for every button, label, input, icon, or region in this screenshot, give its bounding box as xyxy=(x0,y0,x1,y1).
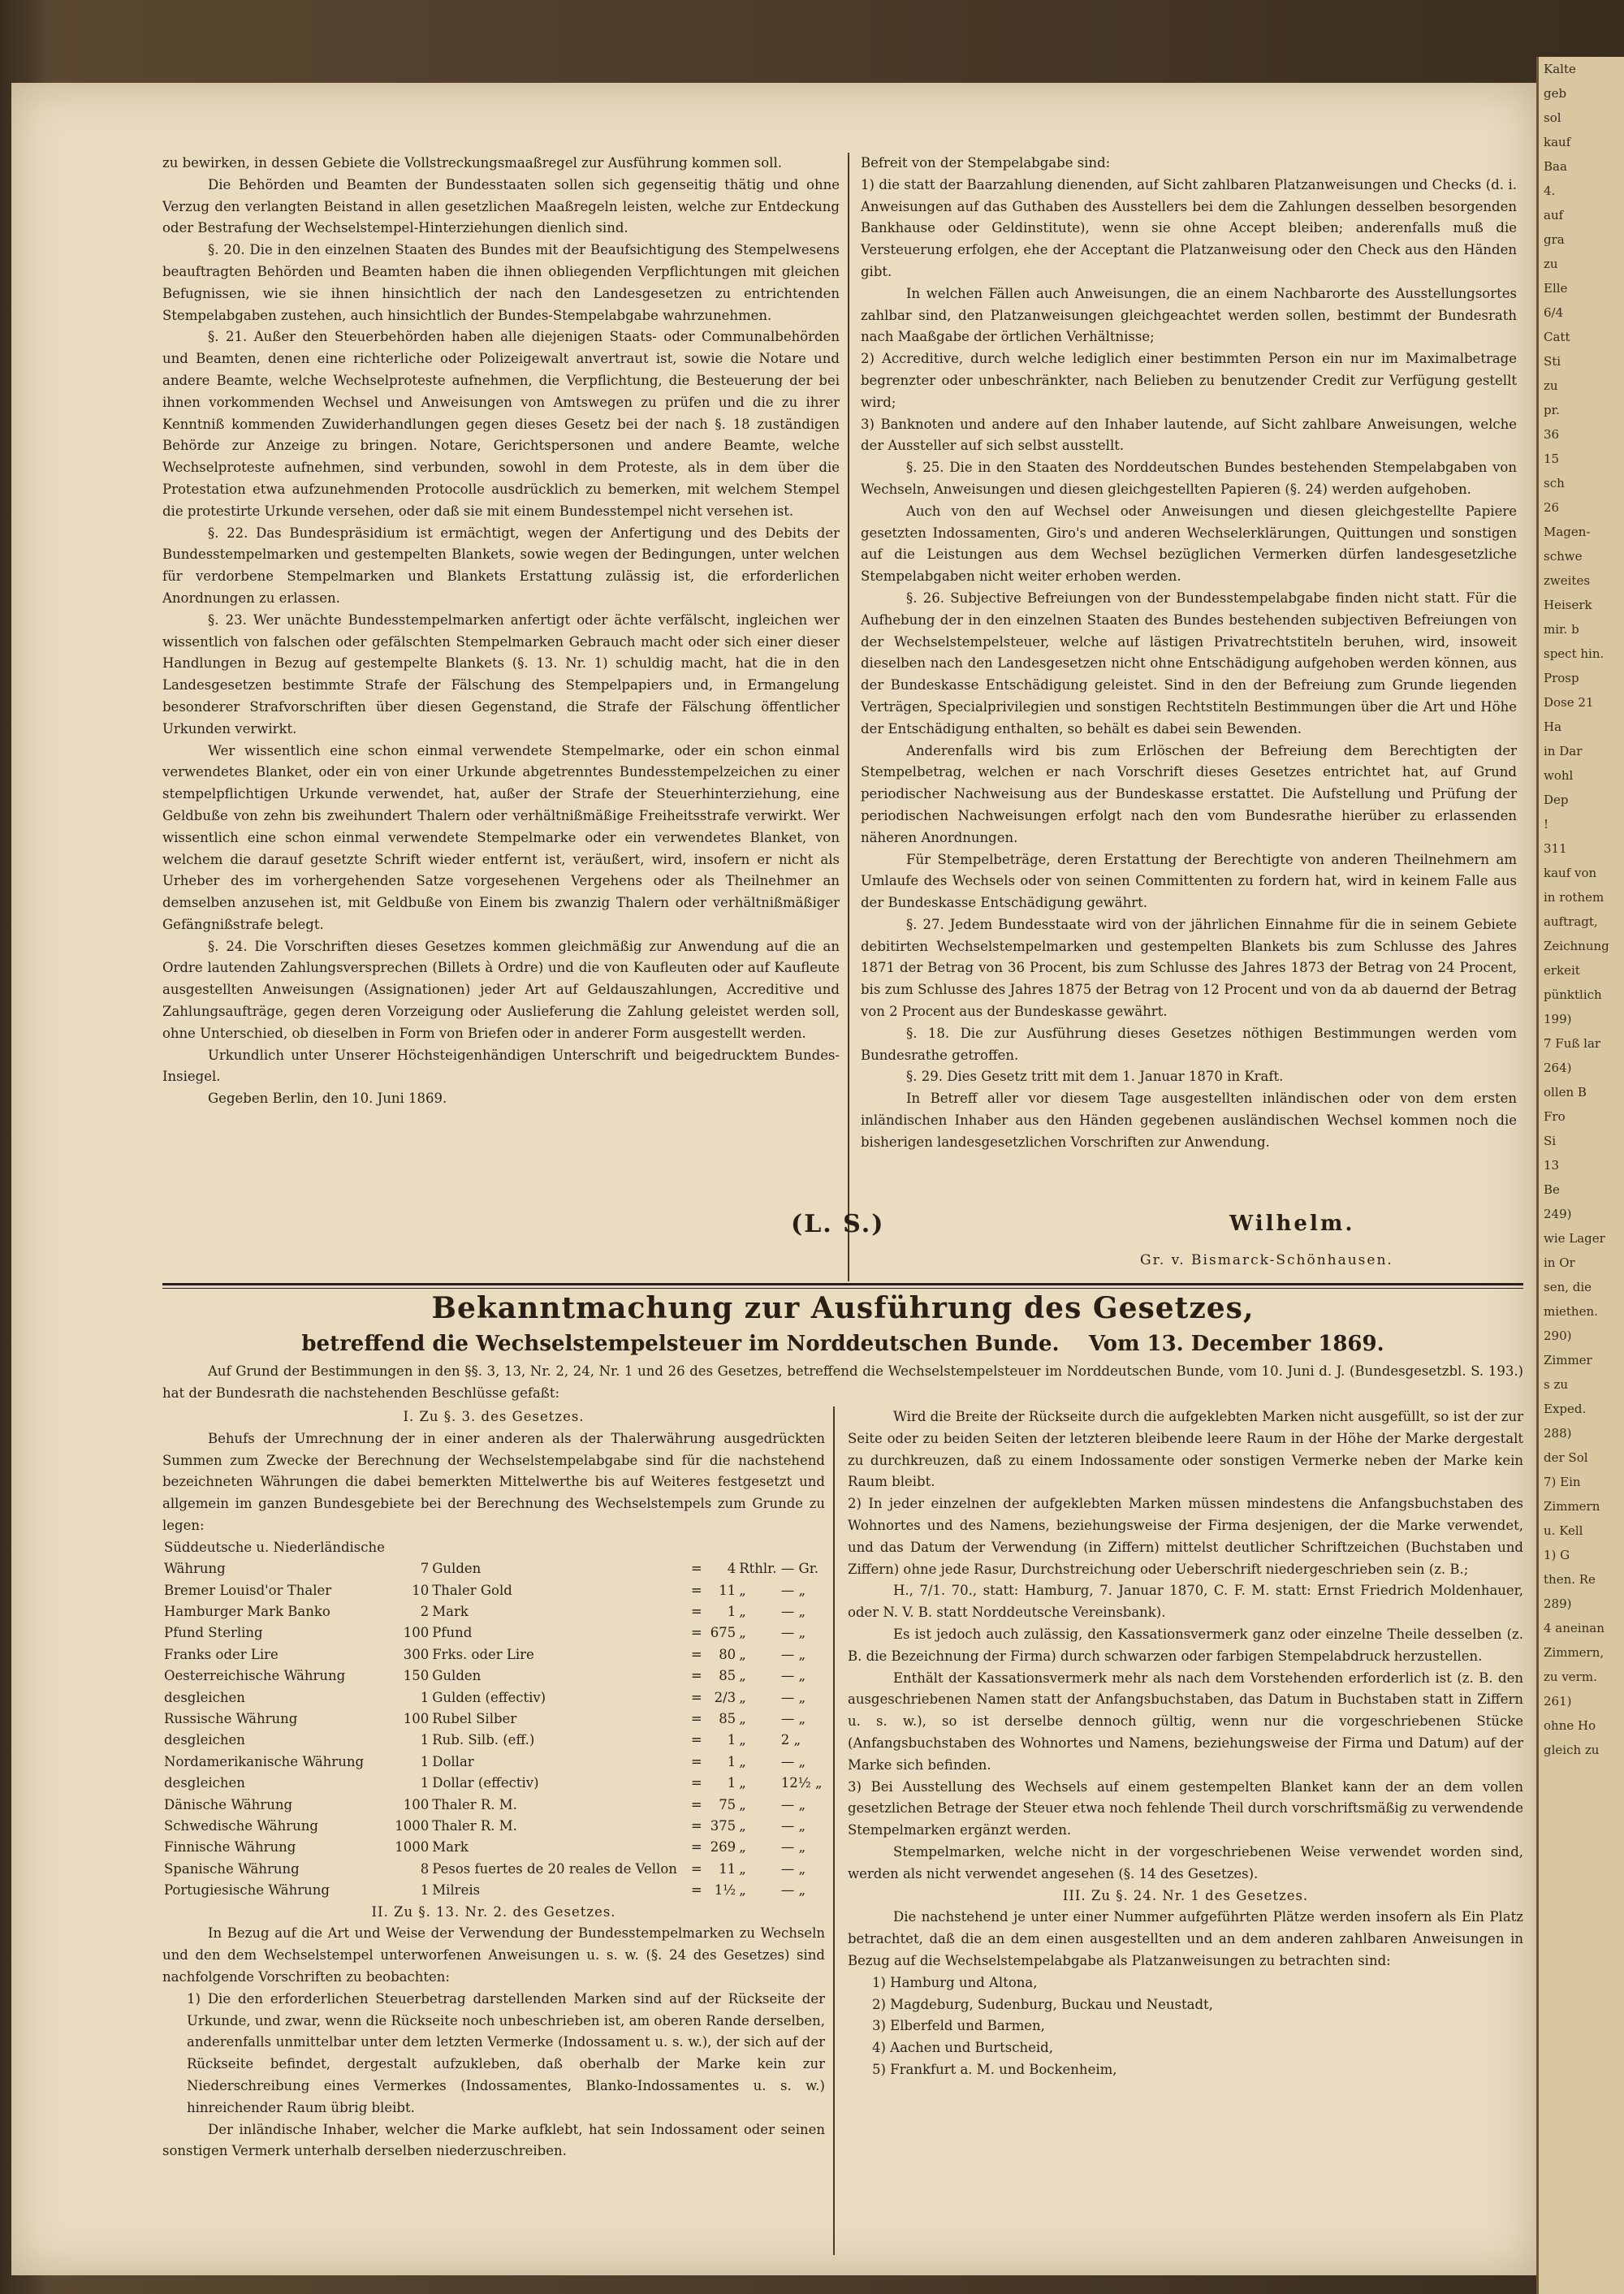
currency-quantity: 100 xyxy=(403,1796,430,1812)
thaler-value: 269 xyxy=(710,1839,736,1856)
currency-quantity: 1 xyxy=(420,1753,430,1769)
top-left-paragraph: zu bewirken, in dessen Gebiete die Vollstreckungsmaaßregel zur Ausführung kommen soll. xyxy=(162,155,782,171)
top-left-paragraph: §. 23. Wer unächte Bundesstempelmarken anfertigt oder ächte verfälscht, ingleichen wer wissentlich von falschen oder gefälschten Stempelmarken Gebrauch macht oder sich einer dieser Handlungen in Bezug auf gestempelte Blankets (§. 13. Nr. 1) schuldig macht, hat die in den Landesgesetzen bestimmte Strafe der Fälschung des Stempelpapiers und, in Ermangelung besonderer Strafvorschriften über diesen Gegenstand, die Strafe der Fälschung öffentlicher Urkunden verwirkt. xyxy=(162,611,840,737)
currency-row xyxy=(162,1558,825,1579)
margin-fragment: 4 aneinan xyxy=(1544,1621,1605,1635)
currency-name: Spanische Währung xyxy=(164,1860,300,1877)
margin-fragment: then. Re xyxy=(1544,1572,1596,1587)
announcement-date: Vom 13. December 1869. xyxy=(1088,1332,1384,1356)
currency-row xyxy=(162,1816,825,1837)
currency-unit: Mark xyxy=(432,1604,469,1619)
section-heading-2: II. Zu §. 13. Nr. 2. des Gesetzes. xyxy=(371,1903,616,1920)
top-right-paragraph: In welchen Fällen auch Anweisungen, die an einem Nachbarorte des Ausstellungsortes zahlbar sind, den Platzanweisungen gleichgeachtet werden sollen, bestimmt der Bundesrath nach Maaßgabe der örtlichen Verhältnisse; xyxy=(861,285,1517,345)
margin-fragment: s zu xyxy=(1544,1377,1569,1392)
currency-row xyxy=(162,1837,825,1858)
margin-fragment: wie Lager xyxy=(1544,1231,1605,1246)
currency-name: Bremer Louisd'or Thaler xyxy=(164,1582,332,1598)
margin-fragment: spect hin. xyxy=(1544,646,1605,661)
top-right-paragraph: Befreit von der Stempelabgabe sind: xyxy=(861,155,1111,171)
newspaper-page xyxy=(11,83,1536,2275)
margin-fragment: gra xyxy=(1544,232,1565,247)
rule-item-1b: Der inländische Inhaber, welcher die Marke aufklebt, hat sein Indossament oder seinen sonstigen Vermerk unterhalb derselben niederzuschreiben. xyxy=(162,2121,825,2159)
announcement-title: Bekanntmachung zur Ausführung des Gesetzes, xyxy=(431,1291,1255,1325)
margin-fragment: sol xyxy=(1544,110,1561,125)
margin-fragment: ollen B xyxy=(1544,1085,1587,1099)
thaler-unit: „ xyxy=(739,1732,746,1748)
margin-fragment: 289) xyxy=(1544,1596,1572,1611)
thaler-value: 80 xyxy=(719,1646,736,1662)
section-heading-3: III. Zu §. 24. Nr. 1 des Gesetzes. xyxy=(1062,1887,1309,1903)
countersignature: Gr. v. Bismarck-Schönhausen. xyxy=(1140,1252,1393,1268)
currency-quantity xyxy=(392,1537,430,1558)
equals-sign: = xyxy=(690,1818,702,1834)
margin-fragment: 264) xyxy=(1544,1061,1572,1075)
margin-fragment: Exped. xyxy=(1544,1402,1587,1416)
thaler-unit: „ xyxy=(739,1796,746,1812)
paragraph-cassation: Enthält der Kassationsvermerk mehr als nach dem Vorstehenden erforderlich ist (z. B. den ausgeschriebenen Namen statt der Anfangsbuchstaben, das Datum in Buchstaben statt in Ziffern u. s. w.), so ist derselbe dennoch gültig, wenn nur die vorgeschriebenen Stücke (Anfangsbuchstaben des Wohnortes und Namens, beziehungsweise der Firma und Datum) auf der Marke sich befinden. xyxy=(848,1670,1523,1773)
thaler-value: 1 xyxy=(727,1732,736,1748)
thaler-unit: Rthlr. xyxy=(739,1561,777,1577)
margin-fragment: in rothem xyxy=(1544,890,1605,905)
top-right-column xyxy=(861,153,1517,1154)
top-right-paragraph: §. 25. Die in den Staaten des Norddeutschen Bundes bestehenden Stempelabgaben von Wechseln, Anweisungen und diesen gleichgestellten Papieren (§. 24) werden aufgehoben. xyxy=(861,460,1517,497)
currency-quantity: 2 xyxy=(420,1604,430,1619)
groschen-value: — „ xyxy=(780,1625,806,1641)
announcement-subtitle xyxy=(162,1332,1523,1356)
equals-sign: = xyxy=(690,1732,702,1748)
currency-quantity: 300 xyxy=(403,1646,430,1662)
thaler-value: 2/3 xyxy=(714,1689,736,1705)
currency-unit: Dollar (effectiv) xyxy=(432,1775,539,1791)
thaler-unit: „ xyxy=(739,1689,746,1705)
currency-row xyxy=(162,1730,825,1751)
paragraph-invalid: Stempelmarken, welche nicht in der vorgeschriebenen Weise verwendet worden sind, werden als nicht verwendet angesehen (§. 14 des Gesetzes). xyxy=(848,1843,1523,1881)
margin-fragment: Prosp xyxy=(1544,671,1579,685)
currency-quantity: 1 xyxy=(420,1882,430,1899)
margin-fragment: 6/4 xyxy=(1544,305,1564,320)
thaler-unit: „ xyxy=(739,1860,746,1877)
top-right-paragraph: Anderenfalls wird bis zum Erlöschen der Befreiung dem Berechtigten der Stempelbetrag, welchen er nach Vorschrift dieses Gesetzes entrichtet hat, auf Grund periodischer Nachweisung aus der Bundeskasse erstattet. Die Aufstellung und Prüfung der periodischen Nachweisungen erfolgt nach den vom Bundesrathe hierüber zu erlassenden näheren Anordnungen. xyxy=(861,742,1517,845)
thaler-unit: „ xyxy=(739,1711,746,1727)
margin-fragment: in Dar xyxy=(1544,744,1583,758)
top-right-paragraph: §. 18. Die zur Ausführung dieses Gesetzes nöthigen Bestimmungen werden vom Bundesrathe getroffen. xyxy=(861,1025,1517,1063)
margin-fragment: 311 xyxy=(1544,841,1567,856)
currency-name: Dänische Währung xyxy=(164,1796,293,1812)
margin-fragment: kauf xyxy=(1544,135,1571,149)
currency-name: Süddeutsche u. Niederländische xyxy=(164,1539,385,1555)
margin-fragment: geb xyxy=(1544,86,1567,101)
currency-name: desgleichen xyxy=(164,1689,245,1705)
thaler-unit xyxy=(737,1537,780,1558)
equals-sign: = xyxy=(690,1753,702,1769)
margin-fragment: erkeit xyxy=(1544,963,1580,978)
margin-fragment: 36 xyxy=(1544,427,1560,442)
top-left-paragraph: §. 22. Das Bundespräsidium ist ermächtigt, wegen der Anfertigung und des Debits der Bundesstempelmarken und gestempelten Blankets, sowie wegen der Bedingungen, unter welchen für verdorbene Stempelmarken und Blankets Erstattung zulässig ist, die erforderlichen Anordnungen zu erlassen. xyxy=(162,525,840,606)
top-right-paragraph: In Betreff aller vor diesem Tage ausgestellten inländischen oder von dem ersten inländischen Inhaber aus den Händen gegebenen ausländischen Wechsel kommen noch die bisherigen landesgesetzlichen Vorschriften zur Anwendung. xyxy=(861,1091,1517,1150)
currency-quantity: 100 xyxy=(403,1711,430,1727)
thaler-value: 1 xyxy=(727,1775,736,1791)
currency-name: Hamburger Mark Banko xyxy=(164,1604,330,1619)
margin-fragment: Si xyxy=(1544,1134,1557,1148)
top-left-paragraph: Die Behörden und Beamten der Bundesstaaten sollen sich gegenseitig thätig und ohne Verzug den verlangten Beistand in allen gesetzlichen Maaßregeln leisten, welche zur Entdeckung oder Bestrafung der Wechselstempel-Hinterziehungen dienlich sind. xyxy=(162,176,840,236)
margin-fragment: gleich zu xyxy=(1544,1743,1600,1757)
column-divider-top xyxy=(848,153,849,1281)
margin-fragment: 26 xyxy=(1544,500,1560,515)
equals-sign: = xyxy=(690,1711,702,1727)
currency-row xyxy=(162,1537,825,1558)
top-left-paragraph: §. 24. Die Vorschriften dieses Gesetzes kommen gleichmäßig zur Anwendung auf die an Ordre lautenden Zahlungsversprechen (Billets à Ordre) und die von Kaufleuten oder auf Kaufleute ausgestellten Anweisungen (Assignationen) jeder Art auf Geldauszahlungen, Accreditive und Zahlungsaufträge, gegen deren Vorzeigung oder Auslieferung die Zahlung geleistet werden soll, ohne Unterschied, ob dieselben in Form von Briefen oder in anderer Form ausgestellt werden. xyxy=(162,938,840,1041)
top-left-paragraph: §. 21. Außer den Steuerbehörden haben alle diejenigen Staats- oder Communalbehörden und Beamten, denen eine richterliche oder Polizeigewalt anvertraut ist, sowie die Notare und andere Beamte, welche Wechselproteste aufnehmen, die Verpflichtung, die Besteuerung der bei ihnen vorkommenden Wechsel und Anweisungen von Amtswegen zu prüfen und die zu ihrer Kenntniß kommenden Zuwiderhandlungen gegen dieses Gesetz bei der nach §. 18 zuständigen Behörde zur Anzeige zu bringen. Notare, Gerichtspersonen und andere Beamte, welche Wechselproteste aufnehmen, sind verbunden, sowohl in dem Proteste, als in dem über die Protestation etwa aufzunehmenden Protocolle ausdrücklich zu bemerken, mit welchem Stempel die protestirte Urkunde versehen, oder daß sie mit einem Bundesstempel nicht versehen ist. xyxy=(162,329,840,519)
equals-sign: = xyxy=(690,1689,702,1705)
margin-fragment: mir. b xyxy=(1544,622,1579,637)
margin-fragment: schwe xyxy=(1544,549,1583,564)
section-heading-1: I. Zu §. 3. des Gesetzes. xyxy=(403,1409,585,1424)
currency-quantity: 1 xyxy=(420,1732,430,1748)
currency-quantity: 1000 xyxy=(395,1839,430,1856)
section-3-text: Die nachstehend je unter einer Nummer aufgeführten Plätze werden insofern als Ein Platz betrachtet, daß die an dem einen ausgestellten und an dem anderen zahlbaren Anweisungen in Bezug auf die Wechselstempelabgabe als Platzanweisungen zu betrachten sind: xyxy=(848,1909,1523,1968)
thaler-value: 675 xyxy=(710,1625,736,1641)
groschen-value: — „ xyxy=(780,1668,806,1684)
margin-fragment: Zeichnung xyxy=(1544,939,1609,953)
top-left-column xyxy=(162,153,840,1110)
place-item: 4) Aachen und Burtscheid, xyxy=(872,2040,1053,2056)
margin-fragment: Dep xyxy=(1544,793,1569,807)
currency-row xyxy=(162,1795,825,1816)
thaler-unit: „ xyxy=(739,1604,746,1619)
currency-unit: Milreis xyxy=(432,1882,481,1899)
currency-row xyxy=(162,1601,825,1622)
equals-sign: = xyxy=(690,1582,702,1598)
equals-sign: = xyxy=(690,1561,702,1577)
announcement-intro xyxy=(162,1361,1523,1405)
rule-item-2: 2) In jeder einzelnen der aufgeklebten Marken müssen mindestens die Anfangsbuchstaben des Wohnortes und des Namens, beziehungsweise der Firma desjenigen, der die Marke verwendet, und das Datum der Verwendung (in Ziffern) mittelst deutlicher Schriftzeichen (Buchstaben und Ziffern) ohne jede Rasur, Durchstreichung oder Ueberschrift niedergeschrieben sein (z. B.; xyxy=(848,1496,1523,1577)
place-item: 1) Hamburg und Altona, xyxy=(872,1974,1038,1990)
thaler-value: 375 xyxy=(710,1818,736,1834)
groschen-value: 12½ „ xyxy=(780,1775,823,1791)
thaler-unit: „ xyxy=(739,1882,746,1899)
currency-row xyxy=(162,1622,825,1644)
margin-fragment: miethen. xyxy=(1544,1304,1598,1319)
currency-unit: Gulden xyxy=(432,1668,482,1684)
currency-quantity: 10 xyxy=(412,1582,430,1598)
signature-wilhelm: Wilhelm. xyxy=(1229,1212,1355,1236)
thaler-unit: „ xyxy=(739,1668,746,1684)
currency-quantity: 1000 xyxy=(395,1818,430,1834)
top-left-paragraph: Urkundlich unter Unserer Höchsteigenhändigen Unterschrift und beigedrucktem Bundes-Insiegel. xyxy=(162,1047,840,1085)
margin-fragment: Magen- xyxy=(1544,525,1591,539)
currency-name: Oesterreichische Währung xyxy=(164,1668,346,1684)
margin-fragment: pünktlich xyxy=(1544,987,1602,1002)
thaler-value: 1½ xyxy=(714,1882,736,1899)
currency-name: desgleichen xyxy=(164,1775,245,1791)
top-left-paragraph: Wer wissentlich eine schon einmal verwendete Stempelmarke, oder ein schon einmal verwendetes Blanket, oder ein von einer Urkunde abgetrenntes Bundesstempelzeichen zu einer stempelpflichtigen Urkunde verwendet, hat, außer der Strafe der Steuerhinterziehung, eine Geldbuße von zehn bis zweihundert Thalern oder verhältnißmäßige Freiheitsstrafe verwirkt. Wer wissentlich eine schon einmal verwendete Stempelmarke oder ein verwendetes Blanket, von welchem die darauf gesetzte Schrift wieder entfernt ist, veräußert, wird, insofern er nicht als Urheber des im vorhergehenden Satze vorgesehenen Vergehens oder als Theilnehmer an demselben anzusehen ist, mit Geldbuße von Einem bis zwanzig Thalern oder verhältnißmäßiger Gefängnißstrafe belegt. xyxy=(162,742,840,932)
equals-sign: = xyxy=(690,1775,702,1791)
margin-fragment: Ha xyxy=(1544,719,1562,734)
currency-name: desgleichen xyxy=(164,1732,245,1748)
margin-fragment: 13 xyxy=(1544,1158,1560,1173)
currency-name: Franks oder Lire xyxy=(164,1646,279,1662)
margin-fragment: auftragt, xyxy=(1544,914,1598,929)
thaler-unit: „ xyxy=(739,1775,746,1791)
margin-fragment: ! xyxy=(1544,817,1549,832)
equals-sign: = xyxy=(690,1860,702,1877)
currency-row xyxy=(162,1773,825,1794)
margin-fragment: 249) xyxy=(1544,1207,1572,1221)
example-text: H., 7/1. 70., statt: Hamburg, 7. Januar 1870, C. F. M. statt: Ernst Friedrich Moldenhauer, oder N. V. B. statt Norddeutsche Vereinsbank). xyxy=(848,1583,1523,1621)
margin-fragment: Be xyxy=(1544,1182,1560,1197)
groschen-value: — „ xyxy=(780,1582,806,1598)
thaler-value: 11 xyxy=(719,1582,736,1598)
equals-sign xyxy=(685,1537,708,1558)
thaler-value: 1 xyxy=(727,1753,736,1769)
thaler-unit: „ xyxy=(739,1582,746,1598)
column-divider-bottom xyxy=(833,1406,835,2255)
section-2-text: In Bezug auf die Art und Weise der Verwendung der Bundesstempelmarken zu Wechseln und den dem Wechselstempel unterworfenen Anweisungen u. s. w. (§. 24 des Gesetzes) sind nachfolgende Vorschriften zu beobachten: xyxy=(162,1925,825,1985)
currency-quantity: 150 xyxy=(403,1668,430,1684)
margin-fragment: der Sol xyxy=(1544,1450,1588,1465)
currency-name: Währung xyxy=(164,1561,226,1577)
currency-row xyxy=(162,1752,825,1773)
equals-sign: = xyxy=(690,1604,702,1619)
margin-fragment: sen, die xyxy=(1544,1280,1592,1294)
margin-fragment: 15 xyxy=(1544,451,1560,466)
thaler-value: 11 xyxy=(719,1860,736,1877)
margin-fragment: Sti xyxy=(1544,354,1561,369)
paragraph-stamp: Es ist jedoch auch zulässig, den Kassationsvermerk ganz oder einzelne Theile desselben (z. B. die Bezeichnung der Firma) durch schwarzen oder farbigen Stempelabdruck herzustellen. xyxy=(848,1626,1523,1664)
margin-fragment: 261) xyxy=(1544,1694,1572,1709)
margin-fragment: Kalte xyxy=(1544,62,1576,76)
currency-quantity: 8 xyxy=(420,1860,430,1877)
margin-fragment: Catt xyxy=(1544,330,1570,344)
currency-unit: Thaler Gold xyxy=(432,1582,512,1598)
groschen-value: — „ xyxy=(780,1818,806,1834)
equals-sign: = xyxy=(690,1882,702,1899)
top-right-paragraph: 1) die statt der Baarzahlung dienenden, auf Sicht zahlbaren Platzanweisungen und Checks (d. i. Anweisungen auf das Guthaben des Ausstellers bei dem die Zahlungen desselben besorgenden Bankhause oder Geldinstitute), wenn sie ohne Accept bleiben; anderenfalls muß die Versteuerung erfolgen, ehe der Acceptant die Platzanweisung oder den Check aus den Händen gibt. xyxy=(861,176,1517,279)
equals-sign: = xyxy=(690,1625,702,1641)
margin-fragment: sch xyxy=(1544,476,1565,490)
margin-fragment: zu xyxy=(1544,257,1558,271)
rule-item-1: 1) Die den erforderlichen Steuerbetrag darstellenden Marken sind auf der Rückseite der Urkunde, und zwar, wenn die Rückseite noch unbeschrieben ist, am oberen Rande derselben, anderenfalls unmittelbar unter dem letzten Vermerke (Indossament u. s. w.), der sich auf der Rückseite befindet, dergestalt aufzukleben, daß oberhalb der Marke kein zur Niederschreibung eines Vermerkes (Indossamentes, Blanko-Indossamentes u. s. w.) hinreichender Raum übrig bleibt. xyxy=(187,1990,825,2115)
top-right-paragraph: §. 29. Dies Gesetz tritt mit dem 1. Januar 1870 in Kraft. xyxy=(906,1069,1284,1085)
currency-row xyxy=(162,1644,825,1665)
groschen-value: — „ xyxy=(780,1882,806,1899)
intro-text: Auf Grund der Bestimmungen in den §§. 3, 13, Nr. 2, 24, Nr. 1 und 26 des Gesetzes, betreffend die Wechselstempelsteuer im Norddeutschen Bunde, vom 10. Juni d. J. (Bundesgesetzbl. S. 193.) hat der Bundesrath die nachstehenden Beschlüsse gefaßt: xyxy=(162,1363,1523,1401)
margin-fragment: zu verm. xyxy=(1544,1670,1597,1684)
currency-unit: Gulden xyxy=(432,1561,482,1577)
seal-mark: (L. S.) xyxy=(791,1210,885,1238)
top-left-paragraph: Gegeben Berlin, den 10. Juni 1869. xyxy=(208,1091,447,1107)
thaler-value: 1 xyxy=(727,1604,736,1619)
section-1-text: Behufs der Umrechnung der in einer anderen als der Thalerwährung ausgedrückten Summen zum Zwecke der Berechnung der Wechselstempelabgabe sind für die nachstehend bezeichneten Währungen die dabei bemerkten Mittelwerthe bis auf Weiteres festgesetzt und allgemein im ganzen Bundesgebiete bei der Berechnung des Wechselstempels zum Grunde zu legen: xyxy=(162,1430,825,1533)
currency-table xyxy=(162,1537,825,1902)
margin-fragment: 1) G xyxy=(1544,1548,1570,1562)
top-right-paragraph: Für Stempelbeträge, deren Erstattung der Berechtigte von anderen Theilnehmern am Umlaufe des Wechsels oder von seinen Committenten zu fordern hat, wird in keinem Falle aus der Bundeskasse Entschädigung gewährt. xyxy=(861,851,1517,911)
currency-name: Finnische Währung xyxy=(164,1839,296,1856)
currency-unit: Thaler R. M. xyxy=(432,1818,517,1834)
thaler-unit: „ xyxy=(739,1818,746,1834)
top-left-paragraph: §. 20. Die in den einzelnen Staaten des Bundes mit der Beaufsichtigung des Stempelwesens beauftragten Behörden und Beamten haben die ihnen obliegenden Verpflichtungen mit gleichen Befugnissen, wie sie ihnen hinsichtlich der nach den Landesgesetzen zu entrichtenden Stempelabgaben zustehen, auch hinsichtlich der Bundes-Stempelabgabe wahrzunehmen. xyxy=(162,242,840,323)
top-right-paragraph: §. 26. Subjective Befreiungen von der Bundesstempelabgabe finden nicht statt. Für die Aufhebung der in den einzelnen Staaten des Bundes bestehenden subjectiven Befreiungen von der Wechselstempelsteuer, welche auf lästigen Privatrechtstiteln beruhen, wird, insoweit dieselben nach den Landesgesetzen nicht ohne Entschädigung aufgehoben werden können, aus der Bundeskasse Entschädigung geleistet. Sind in den der Befreiung zum Grunde liegenden Verträgen, Specialprivilegien und sonstigen Rechtstiteln Bestimmungen über die Art und Höhe der Entschädigung enthalten, so behält es dabei sein Bewenden. xyxy=(861,590,1517,737)
currency-unit: Mark xyxy=(432,1839,469,1856)
currency-unit: Gulden (effectiv) xyxy=(432,1689,546,1705)
margin-fragment: 7) Ein xyxy=(1544,1475,1581,1489)
currency-unit xyxy=(430,1537,685,1558)
margin-fragment: Elle xyxy=(1544,281,1568,296)
rule-item-3: 3) Bei Ausstellung des Wechsels auf einem gestempelten Blanket kann der an dem vollen gesetzlichen Betrage der Steuer etwa noch fehlende Theil durch vorschriftsmäßig zu verwendende Stempelmarken ergänzt werden. xyxy=(848,1778,1523,1838)
thaler-unit: „ xyxy=(739,1625,746,1641)
margin-fragment: u. Kell xyxy=(1544,1523,1583,1538)
place-item: 5) Frankfurt a. M. und Bockenheim, xyxy=(872,2061,1117,2077)
margin-fragment: 288) xyxy=(1544,1426,1572,1441)
currency-row xyxy=(162,1580,825,1601)
currency-row xyxy=(162,1880,825,1901)
groschen-value: — „ xyxy=(780,1604,806,1619)
currency-row xyxy=(162,1665,825,1687)
thaler-unit: „ xyxy=(739,1646,746,1662)
currency-unit: Thaler R. M. xyxy=(432,1796,517,1812)
currency-unit: Pfund xyxy=(432,1625,473,1641)
currency-unit: Pesos fuertes de 20 reales de Vellon xyxy=(432,1860,677,1877)
margin-fragment: Zimmer xyxy=(1544,1353,1592,1367)
currency-row xyxy=(162,1859,825,1880)
place-item: 3) Elberfeld und Barmen, xyxy=(872,2018,1045,2034)
currency-name: Pfund Sterling xyxy=(164,1625,263,1641)
margin-fragment: Dose 21 xyxy=(1544,695,1594,710)
equals-sign: = xyxy=(690,1839,702,1856)
groschen-value: 2 „ xyxy=(780,1732,801,1748)
currency-name: Nordamerikanische Währung xyxy=(164,1753,365,1769)
currency-quantity: 100 xyxy=(403,1625,430,1641)
place-item: 2) Magdeburg, Sudenburg, Buckau und Neustadt, xyxy=(872,1996,1213,2012)
currency-row xyxy=(162,1709,825,1730)
groschen-value: — Gr. xyxy=(780,1561,819,1577)
currency-quantity: 7 xyxy=(420,1561,430,1577)
thaler-value xyxy=(708,1537,737,1558)
groschen-value: — „ xyxy=(780,1689,806,1705)
margin-fragment: 4. xyxy=(1544,184,1556,198)
groschen-value: — „ xyxy=(780,1796,806,1812)
equals-sign: = xyxy=(690,1796,702,1812)
thaler-value: 85 xyxy=(719,1668,736,1684)
top-right-paragraph: 2) Accreditive, durch welche lediglich einer bestimmten Person ein nur im Maximalbetrage begrenzter oder unbeschränkter, nach Belieben zu benutzender Credit zur Verfügung gestellt wird; xyxy=(861,351,1517,410)
groschen-value: — „ xyxy=(780,1753,806,1769)
margin-fragment: auf xyxy=(1544,208,1564,222)
margin-fragment: Zimmern, xyxy=(1544,1645,1605,1660)
currency-row xyxy=(162,1687,825,1709)
paragraph-marks-width: Wird die Breite der Rückseite durch die aufgeklebten Marken nicht ausgefüllt, so ist der zur Seite oder zu beiden Seiten der letzteren bleibende leere Raum in der Höhe der Marke dergestalt zu durchkreuzen, daß zu einem Indossamente oder sonstigen Vermerke neben der Marke kein Raum bleibt. xyxy=(848,1409,1523,1490)
thaler-value: 75 xyxy=(719,1796,736,1812)
top-right-paragraph: 3) Banknoten und andere auf den Inhaber lautende, auf Sicht zahlbare Anweisungen, welche der Aussteller auf sich selbst ausstellt. xyxy=(861,416,1517,454)
groschen-value: — „ xyxy=(780,1711,806,1727)
margin-fragment: ohne Ho xyxy=(1544,1718,1596,1733)
currency-unit: Dollar xyxy=(432,1753,474,1769)
bottom-left-column xyxy=(162,1406,825,2162)
subtitle-text: betreffend die Wechselstempelsteuer im Norddeutschen Bunde. xyxy=(301,1332,1060,1356)
margin-fragment: Baa xyxy=(1544,159,1567,174)
margin-fragment: 199) xyxy=(1544,1012,1572,1026)
section-rule-thin xyxy=(162,1288,1523,1289)
equals-sign: = xyxy=(690,1668,702,1684)
currency-name: Schwedische Währung xyxy=(164,1818,318,1834)
currency-name: Russische Währung xyxy=(164,1711,298,1727)
margin-fragment: zu xyxy=(1544,378,1558,393)
margin-fragment: 290) xyxy=(1544,1328,1572,1343)
groschen-value: — „ xyxy=(780,1646,806,1662)
bottom-right-column xyxy=(848,1406,1523,2081)
margin-fragment: pr. xyxy=(1544,403,1560,417)
margin-fragment: in Or xyxy=(1544,1255,1575,1270)
currency-unit: Frks. oder Lire xyxy=(432,1646,534,1662)
thaler-unit: „ xyxy=(739,1839,746,1856)
groschen-value xyxy=(780,1537,825,1558)
groschen-value: — „ xyxy=(780,1839,806,1856)
currency-unit: Rub. Silb. (eff.) xyxy=(432,1732,535,1748)
margin-fragment: wohl xyxy=(1544,768,1574,783)
currency-quantity: 1 xyxy=(420,1689,430,1705)
places-list xyxy=(848,1972,1523,2081)
currency-name: Portugiesische Währung xyxy=(164,1882,330,1899)
equals-sign: = xyxy=(690,1646,702,1662)
adjacent-page-margin xyxy=(1536,57,1624,2294)
groschen-value: — „ xyxy=(780,1860,806,1877)
currency-unit: Rubel Silber xyxy=(432,1711,517,1727)
thaler-value: 4 xyxy=(727,1561,736,1577)
margin-fragment: 7 Fuß lar xyxy=(1544,1036,1601,1051)
margin-fragment: zweites xyxy=(1544,573,1591,588)
thaler-unit: „ xyxy=(739,1753,746,1769)
margin-fragment: kauf von xyxy=(1544,866,1597,880)
currency-quantity: 1 xyxy=(420,1775,430,1791)
top-right-paragraph: Auch von den auf Wechsel oder Anweisungen und diesen gleichgestellte Papiere gesetzten Indossamenten, Giro's und anderen Wechselerklärungen, Quittungen und sonstigen auf die Leistungen aus dem Wechsel bezüglichen Vermerken dürfen landesgesetzliche Stempelabgaben nicht weiter erhoben werden. xyxy=(861,503,1517,585)
margin-fragment: Zimmern xyxy=(1544,1499,1600,1514)
margin-fragment: Heiserk xyxy=(1544,598,1592,612)
section-rule xyxy=(162,1283,1523,1285)
margin-fragment: Fro xyxy=(1544,1109,1566,1124)
top-right-paragraph: §. 27. Jedem Bundesstaate wird von der jährlichen Einnahme für die in seinem Gebiete debitirten Wechselstempelmarken und gestempelten Blankets bis zum Schlusse des Jahres 1871 der Betrag von 36 Procent, bis zum Schlusse des Jahres 1873 der Betrag von 24 Procent, bis zum Schlusse des Jahres 1875 der Betrag von 12 Procent und von da ab dauernd der Betrag von 2 Procent aus der Bundeskasse gewährt. xyxy=(861,916,1517,1020)
thaler-value: 85 xyxy=(719,1711,736,1727)
